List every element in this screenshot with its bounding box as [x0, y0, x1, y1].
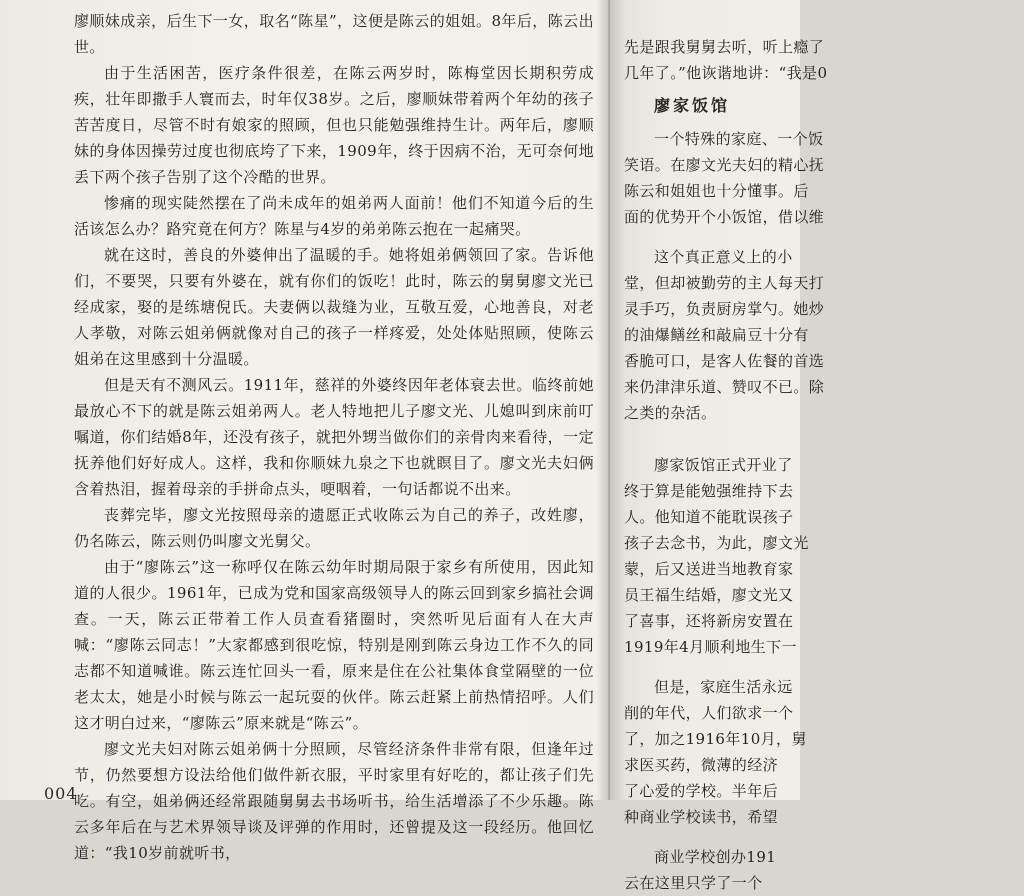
text-line: 了喜事，还将新房安置在 [624, 612, 794, 630]
text-line: 商业学校创办191 [654, 848, 777, 866]
paragraph: 廖文光夫妇对陈云姐弟俩十分照顾，尽管经济条件非常有限，但逢年过节，仍然要想方设法给他们做件新衣服，平时家里有好吃的，都让孩子们先吃。有空，姐弟俩还经常跟随舅舅去书场听书，给生活增添了不少乐趣。陈云多年后在与艺术界领导谈及评弹的作用时，还曾提及这一段经历。他回忆道：“我10岁前就听书， [74, 740, 594, 862]
text-line: 1919年4月顺利地生下一 [624, 638, 797, 656]
text-line: 蒙，后又送进当地教育家 [624, 560, 794, 578]
text-line: 笑语。在廖文光夫妇的精心抚 [624, 156, 825, 174]
text-line: 终于算是能勉强维持下去 [624, 482, 794, 500]
paragraph-gap [624, 660, 1024, 674]
text-line: 员王福生结婚，廖文光又 [624, 586, 794, 604]
text-line: 来仍津津乐道、赞叹不已。除 [624, 378, 825, 396]
text-line: 了心爱的学校。半年后 [624, 782, 779, 800]
paragraph-gap [624, 426, 1024, 452]
paragraph-gap [624, 230, 1024, 244]
text-line: 几年了。”他诙谐地讲：“我是0 [624, 64, 828, 82]
left-page-body [74, 8, 594, 866]
right-page [610, 0, 828, 892]
paragraph: 就在这时，善良的外婆伸出了温暖的手。她将姐弟俩领回了家。告诉他们，不要哭，只要有外婆在，就有你们的饭吃！此时，陈云的舅舅廖文光已经成家，娶的是练塘倪氏。夫妻俩以裁缝为业，互敬互爱，心地善良，对老人孝敬，对陈云姐弟俩就像对自己的孩子一样疼爱，处处体贴照顾，使陈云姐弟在这里感到十分温暖。 [74, 246, 594, 368]
page-number: 004 [44, 784, 78, 803]
paragraph: 但是天有不测风云。1911年，慈祥的外婆终因年老体衰去世。临终前她最放心不下的就是陈云姐弟两人。老人特地把儿子廖文光、儿媳叫到床前叮嘱道，你们结婚8年，还没有孩子，就把外甥当做你们的亲骨肉来看待，一定抚养他们好好成人。这样，我和你顺妹九泉之下也就瞑目了。廖文光夫妇俩含着热泪，握着母亲的手拼命点头，哽咽着，一句话都说不出来。 [74, 376, 594, 498]
paragraph: 丧葬完毕，廖文光按照母亲的遗愿正式收陈云为自己的养子，改姓廖，仍名陈云，陈云则仍叫廖文光舅父。 [74, 506, 594, 550]
right-page-body [624, 34, 1024, 896]
text-line: 求医买药，微薄的经济 [624, 756, 779, 774]
text-line: 陈云和姐姐也十分懂事。后 [624, 182, 809, 200]
text-line: 削的年代，人们欲求一个 [624, 704, 794, 722]
text-line: 但是，家庭生活永远 [654, 678, 793, 696]
text-line: 灵手巧，负责厨房掌勺。她炒 [624, 300, 825, 318]
text-line: 廖家饭馆正式开业了 [654, 456, 793, 474]
paragraph: 由于生活困苦，医疗条件很差，在陈云两岁时，陈梅堂因长期积劳成疾，壮年即撒手人寰而去，时年仅38岁。之后，廖顺妹带着两个年幼的孩子苦苦度日，尽管不时有娘家的照顾，但也只能勉强维持生计。两年后，廖顺妹的身体因操劳过度也彻底垮了下来，1909年，终于因病不治，无可奈何地丢下两个孩子告别了这个冷酷的世界。 [74, 64, 594, 186]
text-line: 香脆可口，是客人佐餐的首选 [624, 352, 825, 370]
paragraph: 廖顺妹成亲，后生下一女，取名“陈星”，这便是陈云的姐姐。8年后，陈云出世。 [74, 12, 594, 56]
text-line: 先是跟我舅舅去听，听上瘾了 [624, 38, 825, 56]
text-line: 孩子去念书，为此，廖文光 [624, 534, 809, 552]
text-line: 种商业学校读书，希望 [624, 808, 779, 826]
text-line: 的油爆鳝丝和敲扁豆十分有 [624, 326, 809, 344]
text-line: 堂，但却被勤劳的主人每天打 [624, 274, 825, 292]
text-line: 人。他知道不能耽误孩子 [624, 508, 794, 526]
paragraph-gap [624, 830, 1024, 844]
paragraph: 惨痛的现实陡然摆在了尚未成年的姐弟两人面前！他们不知道今后的生活该怎么办？路究竟在何方？陈星与4岁的弟弟陈云抱在一起痛哭。 [74, 194, 594, 238]
paragraph: 由于“廖陈云”这一称呼仅在陈云幼年时期局限于家乡有所使用，因此知道的人很少。1961年，已成为党和国家高级领导人的陈云回到家乡搞社会调查。一天，陈云正带着工作人员查看猪圈时，突然听见后面有人在大声喊：“廖陈云同志！”大家都感到很吃惊，特别是刚到陈云身边工作不久的同志都不知道喊谁。陈云连忙回头一看，原来是住在公社集体食堂隔壁的一位老太太，她是小时候与陈云一起玩耍的伙伴。陈云赶紧上前热情招呼。人们这才明白过来，“廖陈云”原来就是“陈云”。 [74, 558, 594, 732]
text-line: 这个真正意义上的小 [654, 248, 793, 266]
text-line: 了，加之1916年10月，舅 [624, 730, 807, 748]
text-line: 之类的杂活。 [624, 404, 717, 422]
section-title: 廖家饭馆 [654, 96, 731, 115]
text-line: 面的优势开个小饭馆，借以维 [624, 208, 825, 226]
text-line: 云在这里只学了一个 [624, 874, 763, 892]
text-line: 一个特殊的家庭、一个饭 [654, 130, 824, 148]
